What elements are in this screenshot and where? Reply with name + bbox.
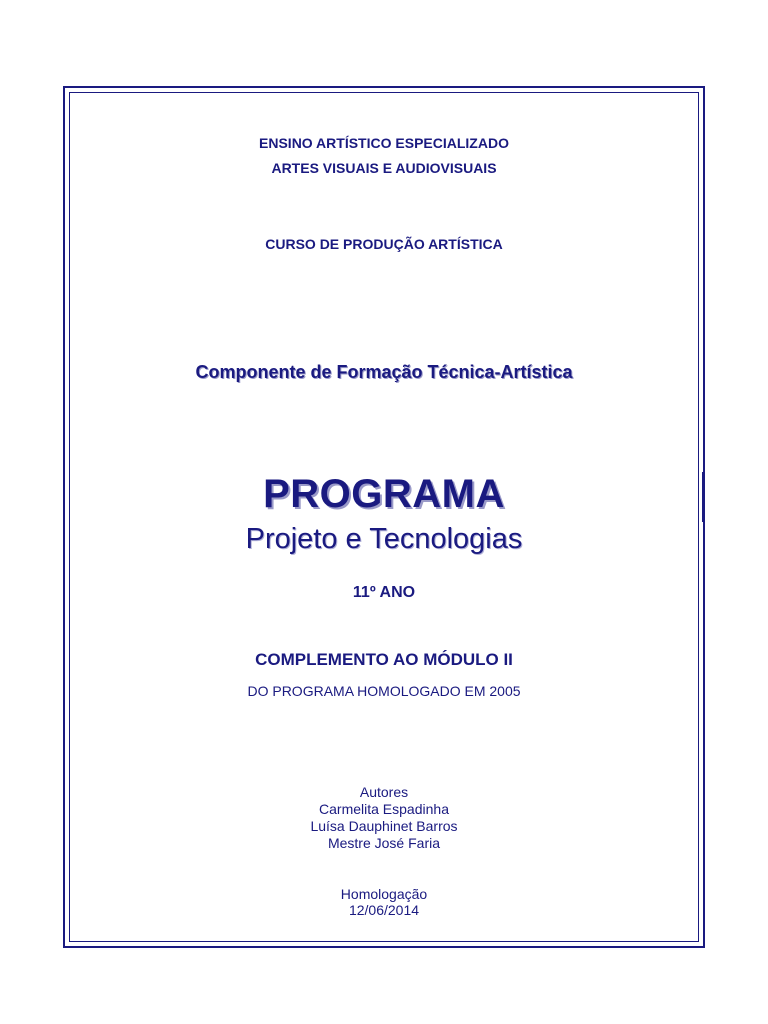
author-name: Mestre José Faria [327,835,441,851]
subject-title: Projeto e Tecnologias [245,523,523,555]
homologation-date: 12/06/2014 [348,902,420,918]
author-name: Luísa Dauphinet Barros [310,818,458,834]
school-year: 11º ANO [352,584,416,601]
document-title: PROGRAMA [263,472,505,516]
complement-title: COMPLEMENTO AO MÓDULO II [255,650,513,669]
course-title: CURSO DE PRODUÇÃO ARTÍSTICA [265,236,503,252]
header-line-2: ARTES VISUAIS E AUDIOVISUAIS [271,160,497,176]
author-name: Carmelita Espadinha [319,801,449,817]
header-line-1: ENSINO ARTÍSTICO ESPECIALIZADO [259,135,509,151]
authors-label: Autores [359,784,409,800]
component-title: Componente de Formação Técnica-Artística [195,362,573,382]
homologation-label: Homologação [340,886,428,902]
complement-subtitle: DO PROGRAMA HOMOLOGADO EM 2005 [247,683,521,699]
